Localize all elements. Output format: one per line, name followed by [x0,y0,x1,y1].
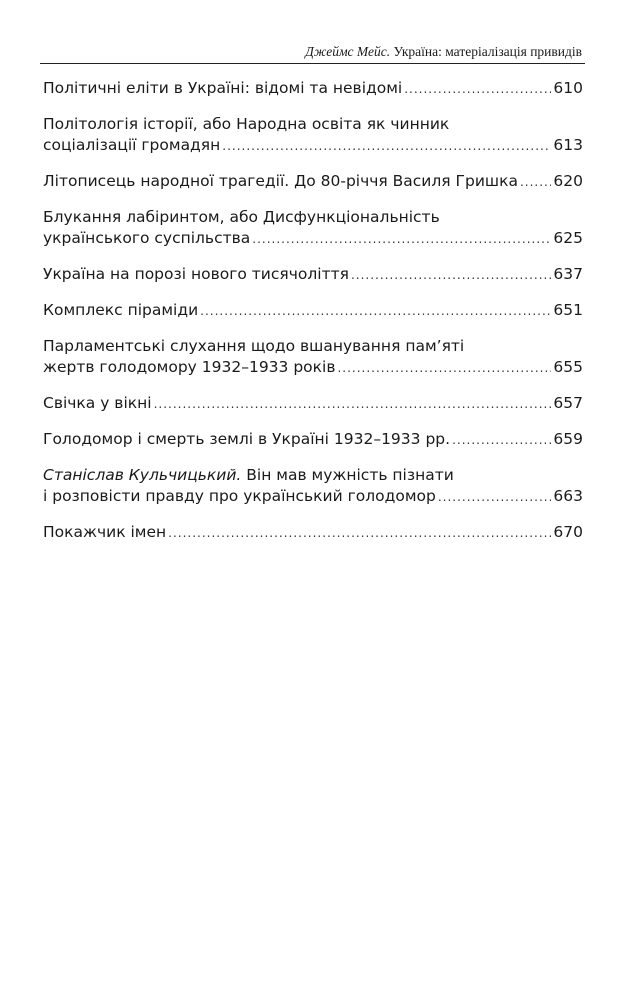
toc-entry [43,171,583,193]
running-head-title: Україна: матеріалізація привидів [393,44,582,59]
toc-entry-title: Україна на порозі нового тисячоліття [43,265,349,283]
toc-entry-title: Блукання лабіринтом, або Дисфункціональність [43,208,440,226]
leader-dots [351,264,551,286]
toc-page-number: 657 [553,394,583,412]
toc-entry-title: Покажчик імен [43,523,167,541]
toc-entry-title: Літописець народної трагедії. До 80-річчя Василя Гришка [43,172,518,190]
toc-entry-title-cont: соціалізації громадян [43,136,221,154]
toc-entry [43,393,583,415]
toc-entry [43,522,583,544]
toc-entry [43,207,583,250]
toc-entry [43,465,583,508]
toc-entry [43,264,583,286]
toc-entry-title: Комплекс піраміди [43,301,199,319]
toc-entry-title: Політологія історії, або Народна освіта як чинник [43,115,450,133]
toc-entry [43,336,583,379]
toc-entry [43,300,583,322]
toc-entry-title-cont: і розповісти правду про український голодомор [43,487,436,505]
toc-page-number: 651 [553,301,583,319]
leader-dots [222,135,551,157]
toc-entry-author: Станіслав Кульчицький. [43,466,242,484]
toc-entry [43,78,583,100]
toc-page-number: 670 [553,523,583,541]
leader-dots [438,486,552,508]
leader-dots [154,393,552,415]
toc-entry [43,429,583,451]
running-head [40,44,582,60]
leader-dots [200,300,551,322]
leader-dots [404,78,551,100]
toc-page-number: 613 [553,136,583,154]
leader-dots [337,357,551,379]
toc-page-number: 663 [553,487,583,505]
toc-page-number: 620 [553,172,583,190]
toc-entry-title-cont: українського суспільства [43,229,251,247]
toc-entry-title: Свічка у вікні [43,394,152,412]
table-of-contents [43,78,583,558]
leader-dots [252,228,551,250]
header-rule [40,63,585,64]
toc-entry-title: Голодомор і смерть землі в Україні 1932–1933 рр. [43,430,451,448]
toc-entry-title: Він мав мужність пізнати [241,466,454,484]
leader-dots [168,522,551,544]
leader-dots [452,429,551,451]
toc-entry [43,114,583,157]
toc-page-number: 655 [553,358,583,376]
toc-page-number: 659 [553,430,583,448]
toc-page-number: 610 [553,79,583,97]
running-head-author: Джеймс Мейс. [305,44,391,59]
toc-entry-title-cont: жертв голодомору 1932–1933 років [43,358,336,376]
toc-page-number: 637 [553,265,583,283]
toc-entry-title: Політичні еліти в Україні: відомі та невідомі [43,79,403,97]
toc-page-number: 625 [553,229,583,247]
leader-dots [520,171,551,193]
toc-entry-title: Парламентські слухання щодо вшанування пам’яті [43,337,465,355]
